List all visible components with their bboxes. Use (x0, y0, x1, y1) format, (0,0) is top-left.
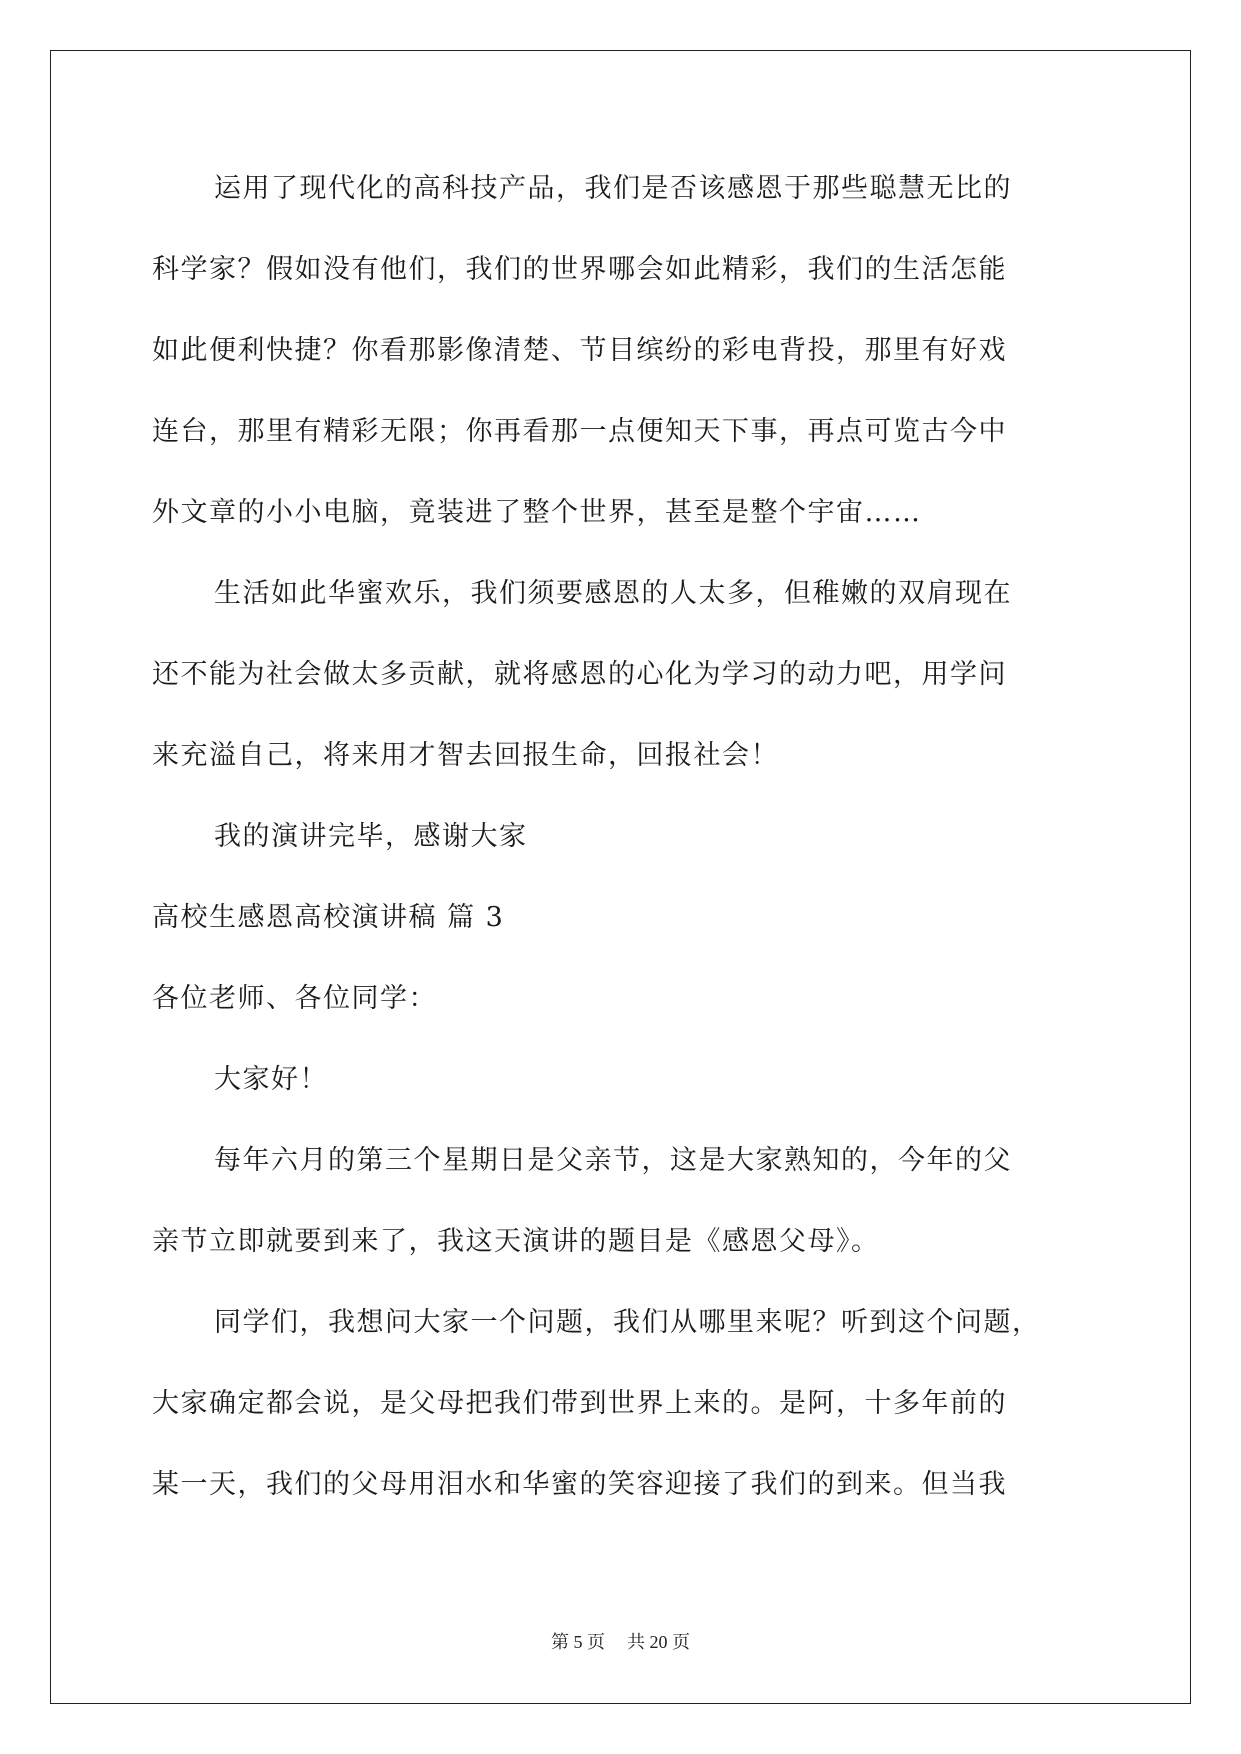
paragraph-line: 生活如此华蜜欢乐，我们须要感恩的人太多，但稚嫩的双肩现在 (214, 578, 1012, 609)
paragraph-line: 每年六月的第三个星期日是父亲节，这是大家熟知的，今年的父 (214, 1145, 1012, 1176)
page-footer (0, 1628, 1241, 1654)
paragraph-line: 大家确定都会说，是父母把我们带到世界上来的。是阿，十多年前的 (152, 1388, 1007, 1419)
page-number: 第 5 页 (551, 1632, 605, 1652)
page-border (50, 50, 1191, 1704)
paragraph-line: 如此便利快捷？你看那影像清楚、节目缤纷的彩电背投，那里有好戏 (152, 335, 1007, 366)
paragraph-line: 同学们，我想问大家一个问题，我们从哪里来呢？听到这个问题， (214, 1307, 1041, 1338)
paragraph-line: 连台，那里有精彩无限；你再看那一点便知天下事，再点可览古今中 (152, 416, 1007, 447)
page-total: 共 20 页 (627, 1632, 690, 1652)
paragraph-line: 某一天，我们的父母用泪水和华蜜的笑容迎接了我们的到来。但当我 (152, 1469, 1007, 1500)
greeting: 大家好！ (214, 1064, 328, 1095)
paragraph-line: 来充溢自己，将来用才智去回报生命，回报社会！ (152, 740, 779, 771)
salutation: 各位老师、各位同学： (152, 983, 437, 1014)
paragraph-line: 运用了现代化的高科技产品，我们是否该感恩于那些聪慧无比的 (214, 173, 1012, 204)
closing-line: 我的演讲完毕，感谢大家 (214, 821, 528, 852)
section-heading: 高校生感恩高校演讲稿 篇 3 (152, 902, 505, 933)
paragraph-line: 外文章的小小电脑，竟装进了整个世界，甚至是整个宇宙…… (152, 497, 922, 528)
paragraph-line: 科学家？假如没有他们，我们的世界哪会如此精彩，我们的生活怎能 (152, 254, 1007, 285)
paragraph-line: 还不能为社会做太多贡献，就将感恩的心化为学习的动力吧，用学问 (152, 659, 1007, 690)
paragraph-line: 亲节立即就要到来了，我这天演讲的题目是《感恩父母》。 (152, 1226, 880, 1257)
